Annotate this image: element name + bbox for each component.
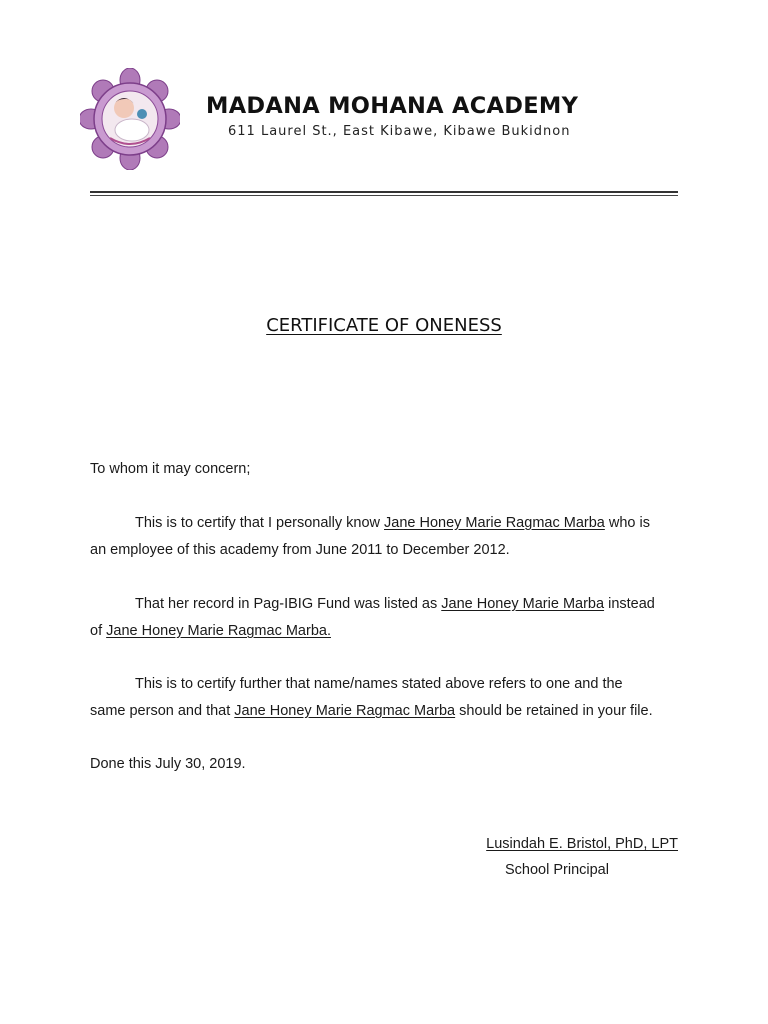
- lotus-seal-logo-icon: [80, 68, 180, 170]
- paragraph-text: instead: [604, 596, 655, 612]
- paragraph-3-line-1: This is to certify further that name/names stated above refers to one and the: [135, 676, 623, 692]
- paragraph-text: same person and that: [90, 703, 235, 719]
- paragraph-text: of: [90, 623, 107, 639]
- paragraph-2-line-1: [90, 591, 735, 618]
- signatory-name: Lusindah E. Bristol, PhD, LPT: [486, 836, 678, 852]
- header-divider-thin: [90, 195, 678, 196]
- paragraph-text: This is to certify that I personally know: [135, 515, 385, 531]
- paragraph-3-line-2: [90, 698, 690, 725]
- signatory-title: School Principal: [505, 862, 609, 878]
- salutation: To whom it may concern;: [90, 461, 251, 477]
- full-name: Jane Honey Marie Ragmac Marba.: [106, 623, 331, 639]
- done-date: Done this July 30, 2019.: [90, 756, 246, 772]
- paragraph-1-line-2: an employee of this academy from June 2011 to December 2012.: [90, 542, 510, 558]
- paragraph-2-line-2: [90, 618, 690, 645]
- paragraph-text: should be retained in your file.: [455, 703, 653, 719]
- header-divider: [90, 191, 678, 193]
- paragraph-text: That her record in Pag-IBIG Fund was listed as: [135, 596, 442, 612]
- school-address: 611 Laurel St., East Kibawe, Kibawe Bukidnon: [228, 124, 571, 139]
- paragraph-text: who is: [604, 515, 650, 531]
- listed-name: Jane Honey Marie Marba: [441, 596, 605, 612]
- school-name: MADANA MOHANA ACADEMY: [206, 93, 579, 119]
- document-title: CERTIFICATE OF ONENESS: [266, 315, 502, 336]
- employee-name: Jane Honey Marie Ragmac Marba: [384, 515, 605, 531]
- paragraph-1-line-1: [90, 510, 735, 537]
- school-logo: [80, 68, 180, 170]
- retained-name: Jane Honey Marie Ragmac Marba: [234, 703, 456, 719]
